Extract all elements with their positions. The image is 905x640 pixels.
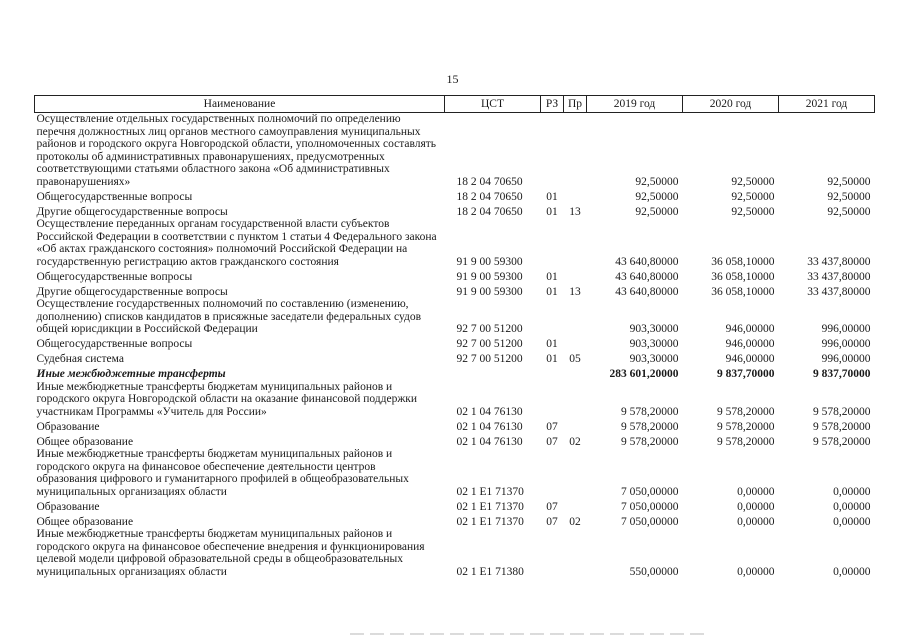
table-row [35, 298, 875, 336]
cell-2021: 33 437,80000 [807, 255, 871, 268]
cell-cst: 02 1 E1 71380 [456, 565, 524, 578]
header-2021: 2021 год [779, 96, 875, 113]
table-row [35, 448, 875, 498]
cell-name: Другие общегосударственные вопросы [36, 205, 228, 218]
cell-pr [564, 498, 587, 513]
cell-pr [564, 381, 587, 419]
table-header [35, 96, 875, 113]
table-row [35, 381, 875, 419]
cell-2020: 946,00000 [725, 353, 775, 365]
cell-2020: 9 578,20000 [717, 405, 775, 418]
cell-2019: 43 640,80000 [615, 270, 679, 283]
cell-2019: 903,30000 [629, 353, 679, 365]
cell-2021: 0,00000 [833, 500, 871, 513]
cell-name: Общее образование [36, 435, 134, 448]
cell-2021: 92,50000 [827, 175, 871, 188]
cell-2020: 946,00000 [725, 323, 775, 335]
cell-2021: 996,00000 [821, 338, 871, 350]
cell-pr: 02 [569, 515, 581, 528]
budget-table [34, 95, 875, 578]
cell-2019: 550,00000 [629, 565, 679, 578]
cell-name: Образование [36, 420, 100, 433]
header-rz: РЗ [541, 96, 564, 113]
header-2020: 2020 год [683, 96, 779, 113]
table-row [35, 113, 875, 189]
cell-pr [564, 113, 587, 189]
cell-pr: 05 [569, 353, 581, 365]
cell-rz [541, 381, 564, 419]
cell-2021: 0,00000 [833, 515, 871, 528]
cell-rz: 01 [546, 353, 558, 365]
cell-2019: 43 640,80000 [615, 285, 679, 298]
cell-cst: 92 7 00 51200 [456, 353, 523, 365]
cell-rz [541, 366, 564, 381]
cell-2020: 36 058,10000 [711, 255, 775, 268]
cell-2020: 9 578,20000 [717, 420, 775, 433]
cell-pr [564, 188, 587, 203]
cell-name: Образование [36, 500, 100, 513]
page-number: 15 [446, 72, 459, 86]
cell-cst: 18 2 04 70650 [456, 190, 523, 203]
cell-cst: 91 9 00 59300 [456, 255, 523, 268]
cell-2019: 903,30000 [629, 338, 679, 350]
cell-2019: 9 578,20000 [621, 405, 679, 418]
table-row [35, 268, 875, 283]
table-row [35, 203, 875, 218]
table-row [35, 498, 875, 513]
cell-pr: 13 [569, 205, 581, 218]
cell-2019: 43 640,80000 [615, 255, 679, 268]
cell-2021: 92,50000 [827, 205, 871, 218]
cell-2019: 92,50000 [635, 175, 679, 188]
cell-cst: 92 7 00 51200 [456, 323, 523, 335]
cell-2020: 92,50000 [731, 175, 775, 188]
cell-rz: 01 [546, 205, 558, 218]
cell-pr: 13 [569, 285, 581, 298]
cell-2020: 0,00000 [737, 565, 775, 578]
cell-2019: 7 050,00000 [621, 515, 679, 528]
cell-pr [564, 268, 587, 283]
cell-pr [564, 418, 587, 433]
cell-2019: 283 601,20000 [609, 368, 679, 380]
cell-2021: 9 578,20000 [813, 405, 871, 418]
cell-cst: 02 1 04 76130 [456, 405, 523, 418]
cell-name: Иные межбюджетные трансферты бюджетам муниципальных районов и городского округа Новгородской области на оказание финансовой поддержки участникам Программы «Учитель для России» [36, 380, 418, 418]
cell-2019: 9 578,20000 [621, 420, 679, 433]
cell-rz: 01 [546, 270, 558, 283]
cell-rz: 07 [546, 515, 558, 528]
header-name: Наименование [35, 96, 445, 113]
cell-cst: 02 1 04 76130 [456, 420, 523, 433]
table-row [35, 351, 875, 366]
cell-2019: 9 578,20000 [621, 435, 679, 448]
cell-pr [564, 366, 587, 381]
cell-cst: 02 1 E1 71370 [456, 515, 524, 528]
cell-name: Общегосударственные вопросы [36, 270, 193, 283]
cell-cst: 18 2 04 70650 [456, 175, 523, 188]
cell-2021: 0,00000 [833, 485, 871, 498]
cell-name: Судебная система [36, 353, 124, 365]
cell-2020: 9 837,70000 [717, 368, 775, 380]
cell-cst: 91 9 00 59300 [456, 285, 523, 298]
cell-cst: 18 2 04 70650 [456, 205, 523, 218]
cell-name: Осуществление отдельных государственных полномочий по определению перечня должностных лиц органов местного самоуправления муниципальных районов и городского округа Новгородской области, уполномоченных составлять протоколы об административных правонарушениях, предусмотренных соответствующими статьями областного закона «Об административных правонарушениях» [36, 113, 437, 188]
header-2019: 2019 год [587, 96, 683, 113]
cell-2021: 996,00000 [821, 323, 871, 335]
cell-pr [564, 336, 587, 351]
cell-2020: 36 058,10000 [711, 285, 775, 298]
cell-pr [564, 528, 587, 578]
cell-rz: 01 [546, 285, 558, 298]
scan-artifact-line [350, 633, 710, 635]
cell-2020: 92,50000 [731, 205, 775, 218]
cell-rz [541, 113, 564, 189]
table-row [35, 336, 875, 351]
cell-pr [564, 218, 587, 268]
cell-name: Осуществление переданных органам государственной власти субъектов Российской Федерации в соответствии с пунктом 1 статьи 4 Федерального закона «Об актах гражданского состояния» полномочий Российской Федерации на государственную регистрацию актов гражданского состояния [36, 218, 437, 268]
cell-name: Иные межбюджетные трансферты бюджетам муниципальных районов и городского округа на финансовое обеспечение внедрения и функционирования целевой модели цифровой образовательной среды в общеобразовательных муниципальных организациях области [36, 528, 425, 578]
cell-pr: 02 [569, 435, 581, 448]
header-pr: Пр [564, 96, 587, 113]
cell-name: Общегосударственные вопросы [36, 190, 193, 203]
cell-2019: 92,50000 [635, 190, 679, 203]
cell-2020: 0,00000 [737, 500, 775, 513]
cell-2020: 36 058,10000 [711, 270, 775, 283]
cell-2021: 9 578,20000 [813, 435, 871, 448]
cell-2021: 92,50000 [827, 190, 871, 203]
cell-rz: 07 [546, 435, 558, 448]
cell-rz [541, 298, 564, 336]
cell-cst [445, 366, 541, 381]
cell-name: Иные межбюджетные трансферты [36, 368, 226, 380]
table-body [35, 113, 875, 579]
table-row [35, 433, 875, 448]
table-row [35, 366, 875, 381]
cell-rz: 07 [546, 420, 558, 433]
cell-cst: 02 1 04 76130 [456, 435, 523, 448]
cell-2019: 92,50000 [635, 205, 679, 218]
header-cst: ЦСТ [445, 96, 541, 113]
cell-2020: 0,00000 [737, 515, 775, 528]
cell-rz: 01 [546, 190, 558, 203]
cell-2019: 903,30000 [629, 323, 679, 335]
cell-2021: 33 437,80000 [807, 285, 871, 298]
table-row [35, 528, 875, 578]
cell-2020: 946,00000 [725, 338, 775, 350]
table-row [35, 188, 875, 203]
cell-cst: 92 7 00 51200 [456, 338, 523, 350]
cell-name: Осуществление государственных полномочий по составлению (изменению, дополнению) списков кандидатов в присяжные заседатели федеральных судов общей юрисдикции в Российской Федерации [36, 298, 422, 335]
cell-2021: 9 578,20000 [813, 420, 871, 433]
cell-2020: 0,00000 [737, 485, 775, 498]
table-row [35, 283, 875, 298]
cell-cst: 91 9 00 59300 [456, 270, 523, 283]
cell-2020: 92,50000 [731, 190, 775, 203]
table-row [35, 218, 875, 268]
cell-2021: 0,00000 [833, 565, 871, 578]
cell-name: Общегосударственные вопросы [36, 338, 193, 350]
cell-name: Другие общегосударственные вопросы [36, 285, 228, 298]
cell-name: Иные межбюджетные трансферты бюджетам муниципальных районов и городского округа на финансовое обеспечение деятельности центров образования цифрового и гуманитарного профилей в общеобразовательных муниципальных организациях области [36, 448, 409, 498]
cell-cst: 02 1 E1 71370 [456, 500, 524, 513]
table-row [35, 513, 875, 528]
cell-2019: 7 050,00000 [621, 500, 679, 513]
cell-pr [564, 298, 587, 336]
cell-rz: 07 [546, 500, 558, 513]
cell-rz [541, 448, 564, 498]
cell-2019: 7 050,00000 [621, 485, 679, 498]
cell-cst: 02 1 E1 71370 [456, 485, 524, 498]
table-row [35, 418, 875, 433]
cell-name: Общее образование [36, 515, 134, 528]
cell-rz [541, 528, 564, 578]
cell-rz: 01 [546, 338, 558, 350]
cell-2021: 9 837,70000 [813, 368, 871, 380]
cell-2021: 996,00000 [821, 353, 871, 365]
cell-2021: 33 437,80000 [807, 270, 871, 283]
cell-rz [541, 218, 564, 268]
cell-2020: 9 578,20000 [717, 435, 775, 448]
cell-pr [564, 448, 587, 498]
